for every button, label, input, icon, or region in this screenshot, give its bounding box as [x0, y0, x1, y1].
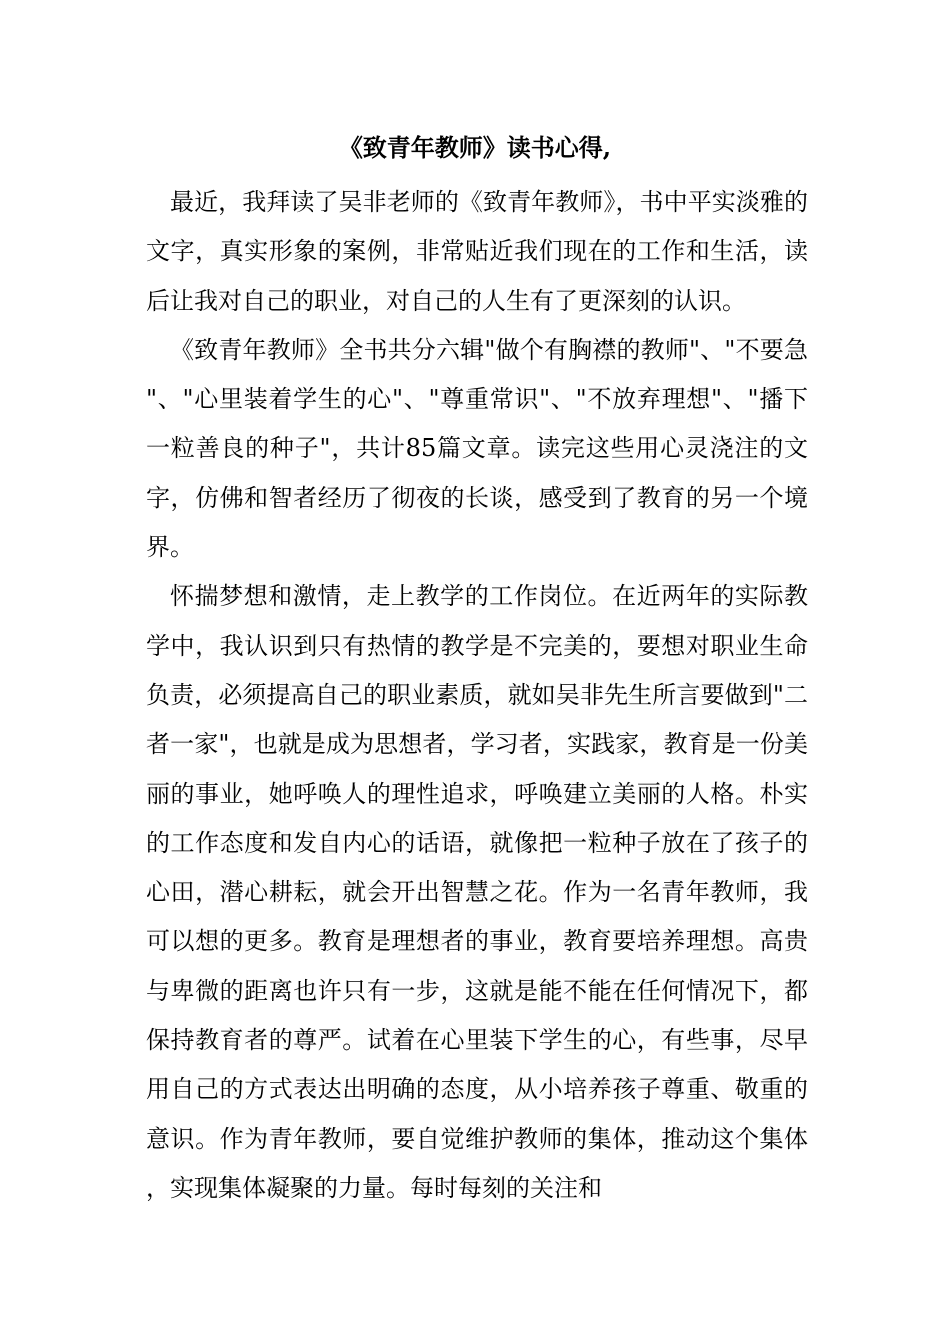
paragraph-1: 最近，我拜读了吴非老师的《致青年教师》，书中平实淡雅的文字，真实形象的案例，非常贴近我们现在的工作和生活，读后让我对自己的职业，对自己的人生有了更深刻的认识。 [146, 188, 808, 315]
paragraph-3: 怀揣梦想和激情，走上教学的工作岗位。在近两年的实际教学中，我认识到只有热情的教学是不完美的，要想对职业生命负责，必须提高自己的职业素质，就如吴非先生所言要做到"二者一家"，也就是成为思想者，学习者，实践家，教育是一份美丽的事业，她呼唤人的理性追求，呼唤建立美丽的人格。朴实的工作态度和发自内心的话语，就像把一粒种子放在了孩子的心田，潜心耕耘，就会开出智慧之花。作为一名青年教师，我可以想的更多。教育是理想者的事业，教育要培养理想。高贵与卑微的距离也许只有一步，这就是能不能在任何情况下，都保持教育者的尊严。试着在心里装下学生的心，有些事，尽早用自己的方式表达出明确的态度，从小培养孩子尊重、敬重的意识。作为青年教师，要自觉维护教师的集体，推动这个集体，实现集体凝聚的力量。每时每刻的关注和 [146, 582, 808, 1202]
document-body [146, 178, 808, 1213]
paragraph-2: 《致青年教师》全书共分六辑"做个有胸襟的教师"、"不要急"、"心里装着学生的心"、"尊重常识"、"不放弃理想"、"播下一粒善良的种子"，共计85篇文章。读完这些用心灵浇注的文字，仿佛和智者经历了彻夜的长谈，感受到了教育的另一个境界。 [146, 335, 808, 562]
document-title: 《致青年教师》读书心得, [338, 133, 612, 162]
